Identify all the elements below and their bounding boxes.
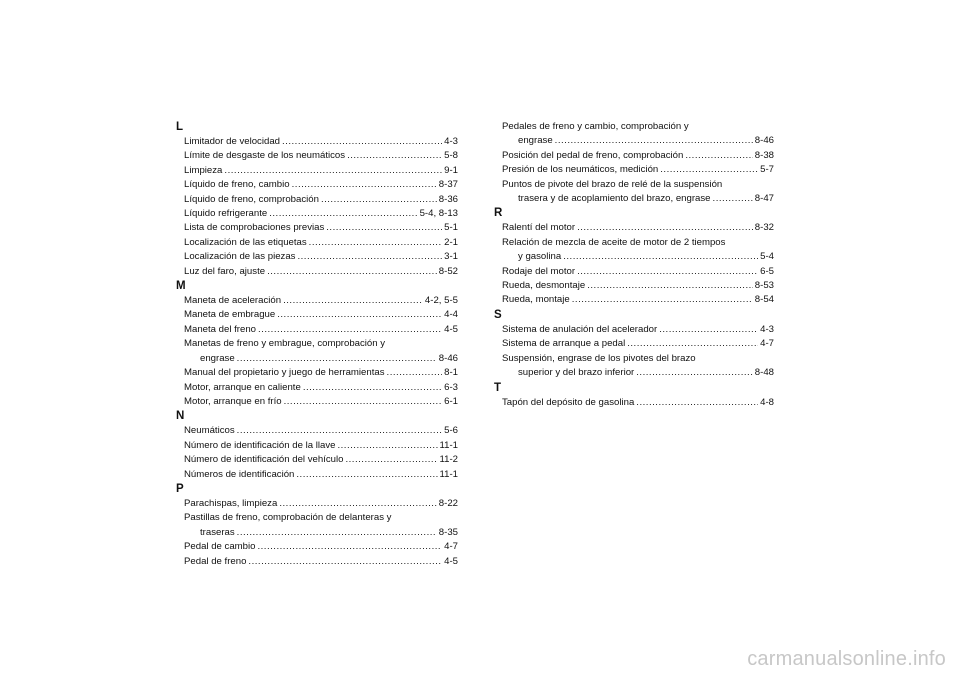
dot-leader — [267, 265, 437, 279]
index-page-ref: 5-6 — [444, 425, 458, 437]
index-entry — [494, 163, 774, 177]
index-entry-text: Motor, arranque en caliente — [184, 381, 301, 393]
index-page-ref: 8-54 — [754, 294, 774, 306]
index-entry — [494, 149, 774, 163]
index-entry — [494, 120, 774, 149]
index-entry — [176, 207, 458, 221]
index-page-ref: 2-1 — [444, 236, 458, 248]
dot-leader — [659, 323, 758, 337]
index-page-ref: 5-4 — [760, 251, 774, 263]
dot-leader — [269, 207, 417, 221]
index-page-ref: 6-3 — [444, 381, 458, 393]
index-entry — [176, 250, 458, 264]
index-entry — [494, 265, 774, 279]
dot-leader — [337, 439, 437, 453]
index-entry-text: Localización de las piezas — [184, 251, 296, 263]
index-page-ref: 8-38 — [754, 149, 774, 161]
dot-leader — [248, 555, 442, 569]
index-entry — [176, 178, 458, 192]
index-entry-text: Presión de los neumáticos, medición — [502, 164, 659, 176]
index-page-ref: 4-8 — [760, 396, 774, 408]
index-entry-text: Maneta de embrague — [184, 309, 276, 321]
index-entry-text: Sistema de arranque a pedal — [502, 338, 626, 350]
index-page-ref: 4-7 — [444, 541, 458, 553]
index-entry — [176, 308, 458, 322]
index-entry-text: Pedal de cambio — [184, 541, 256, 553]
dot-leader — [292, 178, 437, 192]
dot-leader — [321, 193, 437, 207]
index-entry-text: Rueda, desmontaje — [502, 280, 586, 292]
index-entry-text: Manetas de freno y embrague, comprobación y — [184, 338, 386, 350]
dot-leader — [297, 250, 442, 264]
dot-leader — [347, 149, 442, 163]
index-page-ref: 5-4, 8-13 — [419, 208, 458, 220]
watermark: carmanualsonline.info — [747, 648, 946, 670]
index-entry-text: Localización de las etiquetas — [184, 236, 307, 248]
index-entry-text: Neumáticos — [184, 425, 235, 437]
dot-leader — [587, 279, 753, 293]
index-page-ref: 11-2 — [439, 454, 458, 466]
dot-leader — [279, 497, 436, 511]
index-entry-text: Limpieza — [184, 164, 223, 176]
index-entry — [176, 511, 458, 540]
index-entry — [176, 236, 458, 250]
index-page-ref: 11-1 — [439, 439, 458, 451]
index-entry — [494, 337, 774, 351]
dot-leader — [627, 337, 758, 351]
index-entry-text: Maneta del freno — [184, 323, 256, 335]
index-entry — [176, 453, 458, 467]
index-page-ref: 8-22 — [438, 497, 458, 509]
index-entry-text: Lista de comprobaciones previas — [184, 222, 325, 234]
index-entry-continuation: trasera y de acoplamiento del brazo, engrase — [518, 193, 711, 205]
index-entry-text: Posición del pedal de freno, comprobación — [502, 149, 684, 161]
index-letter-heading: T — [494, 381, 502, 394]
dot-leader — [303, 381, 442, 395]
index-page-ref: 3-1 — [444, 251, 458, 263]
dot-leader — [577, 221, 753, 235]
index-entry — [176, 468, 458, 482]
index-page-ref: 4-3 — [444, 136, 458, 147]
index-page-ref: 5-1 — [444, 222, 458, 234]
index-letter-heading: P — [176, 482, 184, 495]
dot-leader — [296, 468, 437, 482]
index-page-ref: 8-47 — [754, 193, 774, 205]
index-entry-text: Motor, arranque en frío — [184, 395, 282, 407]
dot-leader — [283, 294, 423, 308]
index-page-ref: 8-35 — [438, 526, 458, 538]
index-page-ref: 8-46 — [754, 135, 774, 147]
index-page-ref: 8-36 — [438, 193, 458, 205]
index-entry — [176, 164, 458, 178]
dot-leader — [284, 395, 443, 409]
index-entry — [494, 396, 774, 410]
index-entry — [176, 395, 458, 409]
index-entry — [494, 236, 774, 265]
index-entry — [176, 294, 458, 308]
index-letter-heading: N — [176, 410, 185, 423]
index-entry — [494, 323, 774, 337]
index-entry-continuation: y gasolina — [518, 251, 562, 263]
index-entry-text: Pastillas de freno, comprobación de delanteras y — [184, 512, 392, 524]
index-entry-continuation: traseras — [200, 526, 235, 538]
dot-leader — [572, 293, 753, 307]
index-entry — [176, 424, 458, 438]
index-page-ref: 11-1 — [439, 468, 458, 480]
index-page-ref: 8-52 — [438, 265, 458, 277]
dot-leader — [636, 396, 758, 410]
index-entry-text: Líquido refrigerante — [184, 208, 268, 220]
index-entry-text: Puntos de pivote del brazo de relé de la suspensión — [502, 178, 723, 190]
dot-leader — [309, 236, 442, 250]
index-entry — [176, 323, 458, 337]
index-page-ref: 4-7 — [760, 338, 774, 350]
index-entry-text: Sistema de anulación del acelerador — [502, 323, 658, 335]
dot-leader — [660, 163, 758, 177]
index-entry-text: Rueda, montaje — [502, 294, 570, 306]
index-entry — [176, 497, 458, 511]
index-page-ref: 4-5 — [444, 555, 458, 567]
dot-leader — [345, 453, 437, 467]
dot-leader — [685, 149, 752, 163]
index-entry — [494, 279, 774, 293]
dot-leader — [282, 135, 442, 149]
index-page-ref: 4-5 — [444, 323, 458, 335]
index-page-ref: 8-32 — [754, 222, 774, 234]
index-page-ref: 4-2, 5-5 — [424, 295, 458, 307]
index-entry — [176, 366, 458, 380]
index-entry-text: Luz del faro, ajuste — [184, 265, 266, 277]
index-page-ref: 5-8 — [444, 150, 458, 162]
index-page-ref: 6-5 — [760, 265, 774, 277]
index-page-ref: 4-4 — [444, 309, 458, 321]
index-letter-heading: R — [494, 207, 503, 220]
index-entry — [176, 193, 458, 207]
index-entry-continuation: superior y del brazo inferior — [518, 367, 635, 379]
index-entry — [176, 265, 458, 279]
index-entry-text: Número de identificación de la llave — [184, 439, 336, 451]
dot-leader — [277, 308, 442, 322]
dot-leader — [237, 352, 437, 366]
dot-leader — [237, 526, 437, 540]
index-entry-text: Número de identificación del vehículo — [184, 454, 344, 466]
index-entry-text: Limitador de velocidad — [184, 136, 280, 147]
index-entry-text: Parachispas, limpieza — [184, 497, 278, 509]
dot-leader — [224, 164, 442, 178]
index-page-ref: 4-3 — [760, 323, 774, 335]
index-entry — [176, 540, 458, 554]
index-entry-text: Tapón del depósito de gasolina — [502, 396, 635, 408]
index-letter-heading: S — [494, 308, 502, 321]
dot-leader — [258, 323, 442, 337]
index-entry-text: Relación de mezcla de aceite de motor de 2 tiempos — [502, 236, 726, 248]
index-letter-heading: L — [176, 121, 184, 133]
index-entry — [176, 221, 458, 235]
index-entry-text: Pedales de freno y cambio, comprobación y — [502, 121, 689, 132]
dot-leader — [636, 366, 753, 380]
index-entry-text: Números de identificación — [184, 468, 295, 480]
dot-leader — [387, 366, 443, 380]
index-entry — [494, 293, 774, 307]
index-entry-text: Manual del propietario y juego de herramientas — [184, 367, 385, 379]
dot-leader — [257, 540, 442, 554]
dot-leader — [563, 250, 758, 264]
index-entry — [176, 381, 458, 395]
dot-leader — [577, 265, 758, 279]
index-page-ref: 6-1 — [444, 395, 458, 407]
index-entry — [176, 439, 458, 453]
index-entry — [176, 149, 458, 163]
index-column-left — [176, 120, 458, 569]
index-entry-text: Pedal de freno — [184, 555, 247, 567]
index-entry — [176, 135, 458, 149]
index-entry — [494, 221, 774, 235]
index-column-right — [494, 120, 774, 410]
index-page-ref: 8-37 — [438, 179, 458, 191]
dot-leader — [713, 192, 753, 206]
index-entry-text: Líquido de freno, cambio — [184, 179, 290, 191]
index-page-ref: 8-48 — [754, 367, 774, 379]
index-entry-continuation: engrase — [518, 135, 553, 147]
dot-leader — [555, 134, 753, 148]
index-page-ref: 9-1 — [444, 164, 458, 176]
index-page-ref: 8-46 — [438, 352, 458, 364]
index-letter-heading: M — [176, 280, 186, 293]
index-page-ref: 5-7 — [760, 164, 774, 176]
index-entry — [176, 337, 458, 366]
dot-leader — [237, 424, 442, 438]
index-entry-text: Límite de desgaste de los neumáticos — [184, 150, 346, 162]
index-entry — [494, 178, 774, 207]
index-entry — [494, 352, 774, 381]
index-page-ref: 8-1 — [444, 367, 458, 379]
index-entry — [176, 555, 458, 569]
index-entry-text: Ralentí del motor — [502, 222, 576, 234]
index-entry-text: Rodaje del motor — [502, 265, 576, 277]
dot-leader — [326, 221, 442, 235]
index-entry-text: Maneta de aceleración — [184, 295, 282, 307]
index-page-ref: 8-53 — [754, 280, 774, 292]
index-entry-continuation: engrase — [200, 352, 235, 364]
index-entry-text: Suspensión, engrase de los pivotes del brazo — [502, 352, 696, 364]
index-entry-text: Líquido de freno, comprobación — [184, 193, 319, 205]
